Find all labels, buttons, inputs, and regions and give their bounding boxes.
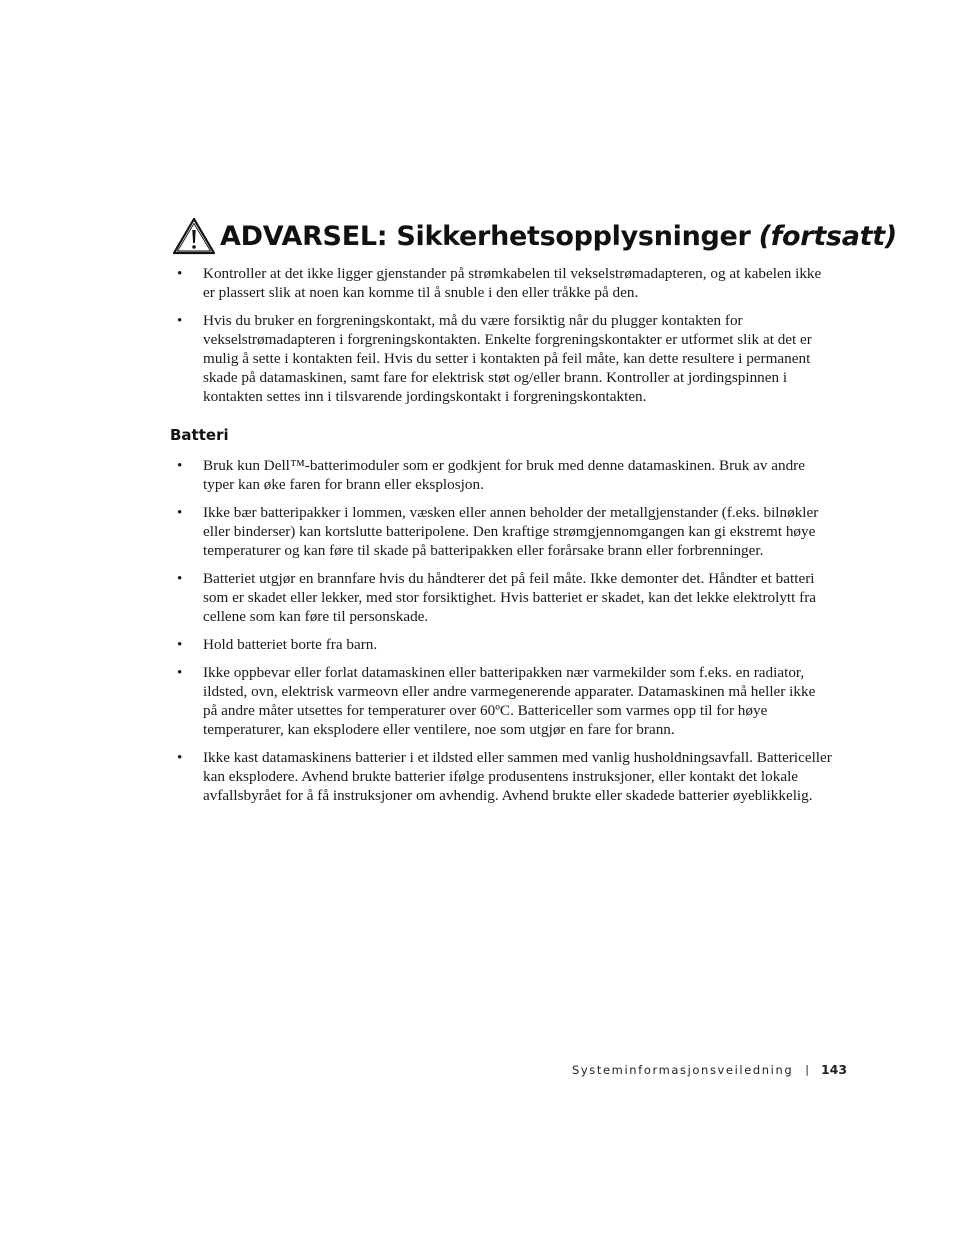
- list-item: [172, 663, 832, 739]
- page-footer: [572, 1062, 847, 1077]
- warning-triangle-icon: [172, 217, 216, 255]
- bullet-icon: •: [177, 457, 183, 474]
- list-item-text: Ikke kast datamaskinens batterier i et ildsted eller sammen med vanlig husholdningsavfall. Battericeller kan eksplodere. Avhend brukte batterier ifølge produsentens instruksjoner, eller kontakt det lokale avfallsbyrået for å få instruksjoner om avhendig. Avhend brukte eller skadede batterier øyeblikkelig.: [203, 749, 832, 804]
- title-text: [220, 221, 897, 252]
- list-item: [172, 456, 832, 494]
- list-item-text: Kontroller at det ikke ligger gjenstander på strømkabelen til vekselstrømadapteren, og at kabelen ikke er plassert slik at noen kan komme til å snuble i den eller tråkke på den.: [203, 265, 822, 301]
- list-item-text: Hold batteriet borte fra barn.: [203, 636, 378, 653]
- title-main: ADVARSEL: Sikkerhetsopplysninger: [220, 220, 751, 252]
- list-item-text: Hvis du bruker en forgreningskontakt, må du være forsiktig når du plugger kontakten for vekselstrømadapteren i forgreningskontakten. Enkelte forgreningskontakter er utformet slik at det er mulig å sette i kontakten feil. Hvis du setter i kontakten på feil måte, kan dette resultere i permanent skade på datamaskinen, samt fare for elektrisk støt og/eller brann. Kontroller at jordingspinnen i kontakten settes inn i tilsvarende jordingskontakt i forgreningskontakten.: [203, 312, 812, 405]
- list-item: [172, 748, 832, 805]
- battery-bullet-list: [172, 456, 832, 814]
- bullet-icon: •: [177, 504, 183, 521]
- bullet-icon: •: [177, 749, 183, 766]
- list-item: [172, 569, 832, 626]
- title-italic: (fortsatt): [758, 220, 897, 252]
- footer-separator: |: [805, 1063, 809, 1076]
- page-number: 143: [820, 1062, 848, 1077]
- list-item-text: Bruk kun Dell™-batterimoduler som er godkjent for bruk med denne datamaskinen. Bruk av andre typer kan øke faren for brann eller eksplosjon.: [203, 457, 805, 493]
- list-item-text: Ikke oppbevar eller forlat datamaskinen eller batteripakken nær varmekilder som f.eks. en radiator, ildsted, ovn, elektrisk varmeovn eller andre varmegenerende apparater. Datamaskinen må heller ikke på andre måter utsettes for temperaturer over 60ºC. Battericeller som varmes opp til for høye temperaturer, kan eksplodere eller ventilere, noe som utgjør en fare for brann.: [203, 664, 816, 738]
- list-item: [172, 311, 832, 406]
- bullet-icon: •: [177, 664, 183, 681]
- list-item: [172, 264, 832, 302]
- list-item: [172, 635, 832, 654]
- page-title: [172, 216, 897, 256]
- section-heading-battery: Batteri: [170, 426, 229, 444]
- bullet-icon: •: [177, 570, 183, 587]
- footer-doc-title: Systeminformasjonsveiledning: [572, 1062, 794, 1077]
- bullet-icon: •: [177, 265, 183, 282]
- bullet-icon: •: [177, 312, 183, 329]
- bullet-icon: •: [177, 636, 183, 653]
- safety-bullet-list: [172, 264, 832, 415]
- list-item-text: Batteriet utgjør en brannfare hvis du håndterer det på feil måte. Ikke demonter det. Håndter et batteri som er skadet eller lekker, med stor forsiktighet. Hvis batteriet er skadet, kan det lekke elektrolytt fra cellene som kan føre til personskade.: [203, 570, 817, 625]
- list-item: [172, 503, 832, 560]
- list-item-text: Ikke bær batteripakker i lommen, væsken eller annen beholder der metallgjenstander (f.eks. bilnøkler eller binderser) kan kortslutte batteripolene. Den kraftige strømgjennomgangen kan gi ekstremt høye temperaturer og kan føre til skade på batteripakken eller forårsake brann eller forbrenninger.: [203, 504, 819, 559]
